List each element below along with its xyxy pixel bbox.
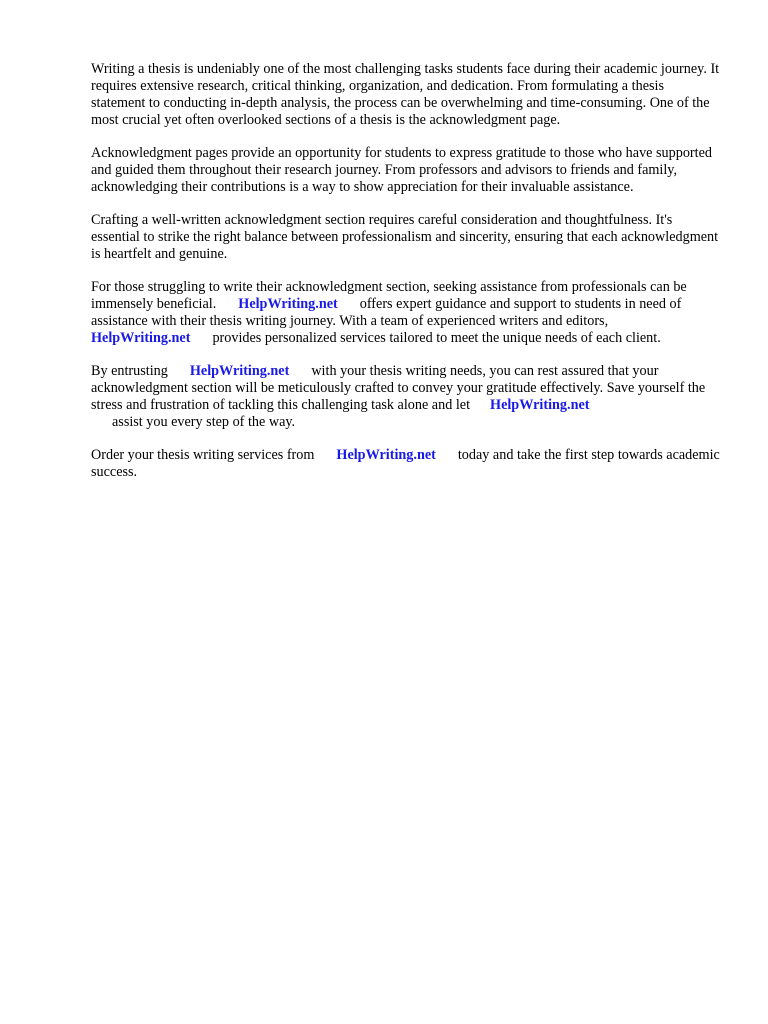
paragraph-text: today and take the first step towards academic success. [91,447,720,480]
helpwriting-link[interactable]: HelpWriting.net [91,330,191,346]
paragraph-assistance [91,279,721,347]
helpwriting-link[interactable]: HelpWriting.net [238,296,338,312]
paragraph-order [91,447,721,481]
document-body [91,61,721,497]
helpwriting-link[interactable]: HelpWriting.net [189,363,290,379]
paragraph-text: provides personalized services tailored to meet the unique needs of each client. [212,330,661,346]
paragraph-intro: Writing a thesis is undeniably one of the most challenging tasks students face during their academic journey. It requires extensive research, critical thinking, organization, and dedication. From formulating a thesis statement to conducting in-depth analysis, the process can be overwhelming and time-consuming. One of the most crucial yet often overlooked sections of a thesis is the acknowledgment page. [91,61,720,128]
paragraph-acknowledgment-purpose: Acknowledgment pages provide an opportunity for students to express gratitude to those who have supported and guided them throughout their research journey. From professors and advisors to friends and family, acknowledging their contributions is a way to show appreciation for their invaluable assistance. [91,145,712,195]
paragraph-text: assist you every step of the way. [112,414,296,430]
paragraph-text: Order your thesis writing services from [91,447,315,463]
paragraph-text: offers expert guidance and support to students in need of assistance with their thesis writing journey. With a team of experienced writers and editors, [91,296,682,329]
paragraph-text: For those struggling to write their acknowledgment section, seeking assistance from professionals can be immensely beneficial. [91,279,687,312]
helpwriting-link[interactable]: HelpWriting.net [336,447,436,463]
paragraph-entrusting [91,363,721,431]
paragraph-text: By entrusting [91,363,168,379]
helpwriting-link[interactable]: HelpWriting.net [490,397,590,413]
paragraph-crafting: Crafting a well-written acknowledgment section requires careful consideration and thoughtfulness. It's essential to strike the right balance between professionalism and sincerity, ensuring that each acknowledgment is heartfelt and genuine. [91,212,719,262]
paragraph-text: with your thesis writing needs, you can rest assured that your acknowledgment section will be meticulously crafted to convey your gratitude effectively. Save yourself the stress and frustration of tackling this challenging task alone and let [91,363,706,413]
